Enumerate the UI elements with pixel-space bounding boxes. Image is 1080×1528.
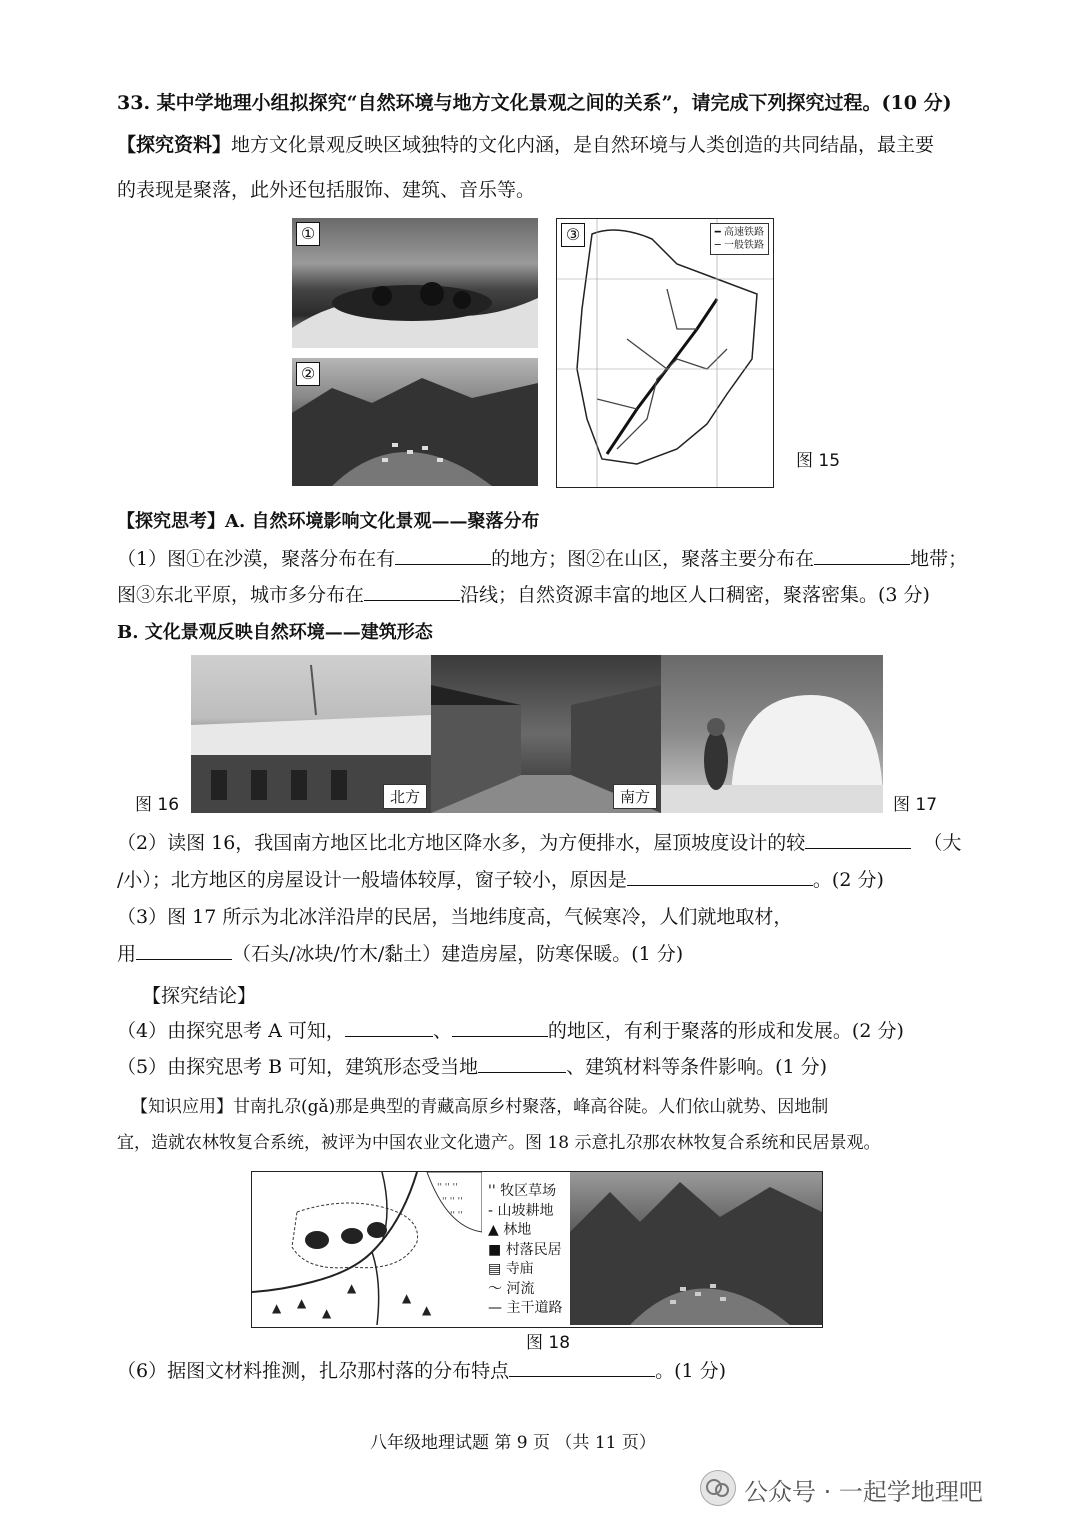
legend-item: ▤ 寺庙 — [488, 1261, 534, 1277]
svg-text:▲: ▲ — [402, 1291, 412, 1305]
svg-text:▲: ▲ — [297, 1296, 307, 1310]
legend-item: ■ 村落民居 — [488, 1241, 562, 1258]
thinking-a-title — [117, 509, 540, 535]
application-tag: 【知识应用】 — [131, 1097, 233, 1117]
thinking-tag: 【探究思考】 — [117, 511, 225, 532]
temple-icon: ▤ — [488, 1261, 506, 1277]
watermark-text: 公众号 · 一起学地理吧 — [744, 1478, 983, 1506]
north-house-photo — [191, 655, 431, 813]
a-title: A. 自然环境影响文化景观——聚落分布 — [225, 511, 540, 532]
q2-line2: /小）；北方地区的房屋设计一般墙体较厚，窗子较小，原因是 。(2 分) — [117, 869, 884, 891]
road-icon: — — [488, 1300, 507, 1316]
map-number: ③ — [561, 223, 585, 247]
q4-line: （4）由探究思考 A 可知， 、 的地区，有利于聚落的形成和发展。(2 分) — [117, 1020, 904, 1042]
igloo-photo — [661, 655, 883, 813]
q1-blank-railway[interactable] — [364, 582, 460, 601]
q2-blank-slope[interactable] — [805, 830, 911, 849]
igloo-illustration — [661, 655, 883, 813]
fig16-label: 图 16 — [135, 795, 180, 815]
material-line1 — [117, 132, 934, 158]
material-tag: 【探究资料】 — [117, 134, 232, 156]
legend-item: '' 牧区草场 — [488, 1183, 557, 1199]
q6-blank[interactable] — [509, 1358, 655, 1377]
legend-item: - 山坡耕地 — [488, 1202, 554, 1219]
q2-line1: （2）读图 16，我国南方地区比北方地区降水多，为方便排水，屋顶坡度设计的较 （大 — [117, 832, 962, 854]
south-tag: 南方 — [613, 784, 657, 809]
question-header: 33. 某中学地理小组拟探究“自然环境与地方文化景观之间的关系”，请完成下列探究过程。(10 分) — [117, 92, 952, 114]
fig17-label: 图 17 — [893, 795, 938, 815]
q5-blank[interactable] — [478, 1054, 566, 1073]
svg-text:▲: ▲ — [422, 1303, 432, 1317]
page-footer: 八年级地理试题 第 9 页 （共 11 页） — [370, 1433, 656, 1453]
south-house-photo — [431, 655, 661, 813]
mountain-photo — [292, 358, 538, 486]
svg-text:▲: ▲ — [272, 1301, 282, 1315]
desert-photo — [292, 218, 538, 348]
legend-item: ▲ 林地 — [488, 1222, 532, 1238]
village-icon: ■ — [488, 1241, 506, 1258]
svg-text:▲: ▲ — [322, 1306, 332, 1320]
pasture-icon: '' — [488, 1183, 501, 1199]
svg-text:'' '' '': '' '' '' — [442, 1197, 463, 1207]
svg-text:'' '': '' '' — [450, 1211, 463, 1221]
zagana-photo — [570, 1172, 822, 1325]
wechat-glyph — [701, 1471, 735, 1505]
forest-icon: ▲ — [488, 1222, 504, 1238]
legend-item: — 主干道路 — [488, 1300, 563, 1316]
photo1-number: ① — [296, 222, 320, 246]
desert-oasis-illustration — [292, 218, 538, 348]
map-legend-item: ─ 一般铁路 — [714, 240, 764, 251]
q3-blank-material[interactable] — [136, 941, 232, 960]
zagana-schematic-map — [252, 1172, 482, 1325]
fig18-legend — [488, 1182, 562, 1319]
application-line1: 【知识应用】甘南扎尕(gǎ)那是典型的青藏高原乡村聚落，峰高谷陡。人们依山就势、因地制 — [131, 1097, 829, 1117]
q4-blank-1[interactable] — [345, 1018, 433, 1037]
zagana-landscape-illustration — [570, 1172, 822, 1325]
q5-line: （5）由探究思考 B 可知，建筑形态受当地 、建筑材料等条件影响。(1 分) — [117, 1056, 828, 1078]
fig15-label: 图 15 — [796, 451, 841, 471]
svg-text:'' '' '': '' '' '' — [437, 1183, 458, 1193]
wechat-icon — [700, 1470, 736, 1506]
application-line2: 宜，造就农林牧复合系统，被评为中国农业文化遗产。图 18 示意扎尕那农林牧复合系统和民居景观。 — [117, 1133, 881, 1153]
q3-line1: （3）图 17 所示为北冰洋沿岸的民居，当地纬度高，气候寒冷，人们就地取材， — [117, 906, 793, 928]
q1-blank-terrain[interactable] — [814, 546, 910, 565]
svg-text:▲: ▲ — [347, 1281, 357, 1295]
legend-item: 〜 河流 — [488, 1280, 535, 1297]
north-tag: 北方 — [383, 784, 427, 809]
material-text: 地方文化景观反映区域独特的文化内涵，是自然环境与人类创造的共同结晶，最主要 — [231, 134, 935, 156]
q6-line: （6）据图文材料推测，扎尕那村落的分布特点 。(1 分) — [117, 1360, 727, 1382]
b-title: B. 文化景观反映自然环境——建筑形态 — [117, 622, 433, 643]
q1-line1: （1）图①在沙漠，聚落分布在有 的地方；图②在山区，聚落主要分布在 地带； — [117, 548, 968, 570]
photo2-number: ② — [296, 362, 320, 386]
fig18-frame — [251, 1171, 823, 1328]
map-legend — [710, 223, 769, 255]
fig18-label: 图 18 — [526, 1333, 571, 1353]
q3-line2: 用 （石头/冰块/竹木/黏土）建造房屋，防寒保暖。(1 分) — [117, 943, 684, 965]
conclusion-tag: 【探究结论】 — [142, 985, 257, 1007]
q4-blank-2[interactable] — [452, 1018, 548, 1037]
river-icon: 〜 — [488, 1280, 507, 1297]
q1-line2: 图③东北平原，城市多分布在 沿线；自然资源丰富的地区人口稠密，聚落密集。(3 分) — [117, 584, 930, 606]
northeast-map — [556, 218, 774, 488]
material-line2: 的表现是聚落，此外还包括服饰、建筑、音乐等。 — [117, 179, 536, 201]
q1-blank-water[interactable] — [395, 546, 491, 565]
railway-map-illustration — [557, 219, 773, 487]
q2-blank-reason[interactable] — [627, 867, 813, 886]
map-legend-item: ━ 高速铁路 — [714, 227, 764, 238]
farmland-icon: - — [488, 1202, 498, 1219]
mountain-village-illustration — [292, 358, 538, 486]
